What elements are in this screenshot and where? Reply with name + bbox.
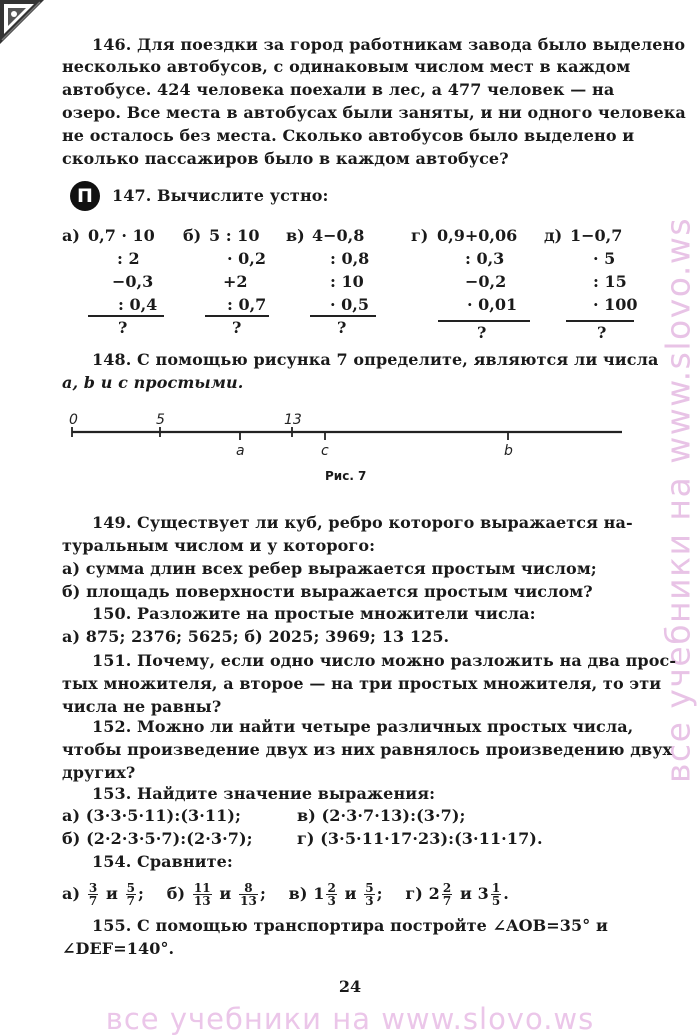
calc-step: 4−0,8	[312, 226, 365, 245]
label-c: c	[321, 443, 329, 459]
compare-label: г)	[405, 884, 423, 903]
calc-step: : 0,8	[330, 249, 370, 268]
problem-text-line: С помощью рисунка 7 определите, являются ли числа	[137, 350, 659, 369]
calc-step: 0,9+0,06	[437, 226, 518, 245]
whole-part: 2	[428, 884, 440, 903]
calc-step: 5 : 10	[209, 226, 260, 245]
problem-number: 149.	[92, 513, 132, 532]
calc-step: · 0,2	[227, 249, 266, 268]
calc-step: : 15	[593, 272, 627, 291]
label-0: 0	[69, 412, 78, 428]
calc-step: : 0,3	[465, 249, 505, 268]
label-a: a	[236, 443, 245, 459]
result-line	[310, 315, 376, 317]
problem-text-line: озеро. Все места в автобусах были заняты, и ни одного человека	[62, 103, 686, 122]
problem-text-line: туральным числом и у которого:	[62, 536, 376, 555]
whole-part: 1	[313, 884, 325, 903]
problem-text-line: Существует ли куб, ребро которого выражается на-	[137, 513, 633, 532]
problem-text-line: сколько пассажиров было в каждом автобусе?	[62, 149, 509, 168]
fraction: $\frac{11}{13}$	[193, 881, 211, 908]
problem-text-line: несколько автобусов, с одинаковым числом мест в каждом	[62, 57, 631, 76]
expression-item: г) (3·5·11·17·23):(3·11·17).	[297, 829, 543, 848]
figure-caption: Рис. 7	[325, 469, 367, 483]
corner-ornament-icon	[0, 0, 44, 44]
problem-text-line: а) сумма длин всех ребер выражается простым числом;	[62, 559, 597, 578]
problem-number: 151.	[92, 651, 132, 670]
label-b: b	[504, 443, 513, 459]
fraction: $\frac{8}{13}$	[240, 881, 257, 908]
calc-result: ?	[118, 318, 128, 337]
fraction: $\frac{5}{7}$	[126, 881, 136, 908]
calc-label: г)	[411, 226, 429, 245]
calc-result: ?	[232, 318, 242, 337]
calc-label: б)	[183, 226, 202, 245]
page-number: 24	[338, 977, 362, 996]
problem-number: 152.	[92, 717, 132, 736]
conjunction: и	[219, 884, 232, 903]
problem-text-line: б) площадь поверхности выражается простым числом?	[62, 582, 593, 601]
calc-step: 0,7 · 10	[88, 226, 155, 245]
expression-item: а) (3·3·5·11):(3·11);	[62, 806, 242, 825]
result-line	[205, 315, 269, 317]
fraction: $\frac{3}{7}$	[88, 881, 98, 908]
calc-result: ?	[597, 323, 607, 342]
problem-text-line: автобусе. 424 человека поехали в лес, а 477 человек — на	[62, 80, 615, 99]
problem-text-line: Почему, если одно число можно разложить на два прос-	[137, 651, 677, 670]
calc-step: : 2	[117, 249, 140, 268]
compare-label: а)	[62, 884, 81, 903]
calc-step: : 10	[330, 272, 364, 291]
result-line	[88, 315, 164, 317]
fraction: $\frac{1}{5}$	[491, 881, 501, 908]
compare-label: б)	[166, 884, 186, 903]
problem-title: Вычислите устно:	[157, 186, 329, 205]
result-line	[438, 320, 530, 322]
fraction: $\frac{2}{7}$	[442, 881, 452, 908]
calc-step: · 5	[593, 249, 616, 268]
calc-step: +2	[223, 272, 248, 291]
calc-step: : 0,7	[227, 295, 267, 314]
whole-part: 3	[477, 884, 489, 903]
calc-label: а)	[62, 226, 80, 245]
problem-text-line: не осталось без места. Сколько автобусов было выделено и	[62, 126, 635, 145]
number-line-figure	[60, 408, 640, 464]
conjunction: и	[344, 884, 357, 903]
calc-step: 1−0,7	[570, 226, 623, 245]
calc-step: · 0,01	[467, 295, 518, 314]
calc-step: −0,3	[112, 272, 154, 291]
problem-text-line: чтобы произведение двух из них равнялось произведению двух	[62, 740, 673, 759]
problem-number: 154.	[92, 852, 132, 871]
problem-text-line: С помощью транспортира постройте ∠AOB=35° и	[137, 916, 608, 935]
problem-text-line: а) 875; 2376; 5625; б) 2025; 3969; 13 125.	[62, 627, 450, 646]
conjunction: и	[459, 884, 472, 903]
calc-step: · 0,5	[330, 295, 369, 314]
problem-number: 148.	[92, 350, 132, 369]
label-5: 5	[156, 412, 165, 428]
compare-row: а) $\frac{3}{7}$ и $\frac{5}{7}$ ; б) $\frac{11}{13}$ и $\frac{8}{13}$ ; в) 1 $\frac{2}{3}$ и $\frac{5}{3}$ ; г) 2 $\frac{2}{7}$ и 3 $\frac{1}{5}$ .	[62, 881, 509, 908]
problem-number: 147.	[112, 186, 152, 205]
problem-text-line: других?	[62, 763, 136, 782]
problem-text-line: Для поездки за город работникам завода было выделено	[137, 35, 686, 54]
watermark-side: все учебники на www.slovo.ws	[658, 216, 698, 784]
problem-text-line: Можно ли найти четыре различных простых числа,	[137, 717, 634, 736]
problem-text-line: ∠DEF=140°.	[62, 939, 175, 958]
oral-task-badge: П	[70, 181, 100, 211]
problem-title: Сравните:	[137, 852, 233, 871]
problem-number: 146.	[92, 35, 132, 54]
problem-number: 153.	[92, 784, 132, 803]
problem-title: Найдите значение выражения:	[137, 784, 436, 803]
expression-item: в) (2·3·7·13):(3·7);	[297, 806, 466, 825]
calc-label: в)	[286, 226, 305, 245]
result-line	[566, 320, 634, 322]
problem-text-line: a, b и c простыми.	[62, 373, 244, 392]
calc-label: д)	[544, 226, 563, 245]
calc-result: ?	[477, 323, 487, 342]
problem-number: 155.	[92, 916, 132, 935]
expression-item: б) (2·2·3·5·7):(2·3·7);	[62, 829, 253, 848]
problem-text-line: числа не равны?	[62, 697, 222, 716]
problem-text-line: Разложите на простые множители числа:	[137, 604, 536, 623]
calc-step: −0,2	[465, 272, 507, 291]
conjunction: и	[105, 884, 118, 903]
calc-step: · 100	[593, 295, 638, 314]
calc-result: ?	[337, 318, 347, 337]
label-13: 13	[284, 412, 302, 428]
fraction: $\frac{2}{3}$	[327, 881, 336, 908]
compare-label: в)	[288, 884, 308, 903]
problem-text-line: тых множителя, а второе — на три простых множителя, то эти	[62, 674, 662, 693]
watermark-bottom: все учебники на www.slovo.ws	[105, 1002, 595, 1036]
fraction: $\frac{5}{3}$	[365, 881, 374, 908]
problem-number: 150.	[92, 604, 132, 623]
calc-step: : 0,4	[118, 295, 158, 314]
